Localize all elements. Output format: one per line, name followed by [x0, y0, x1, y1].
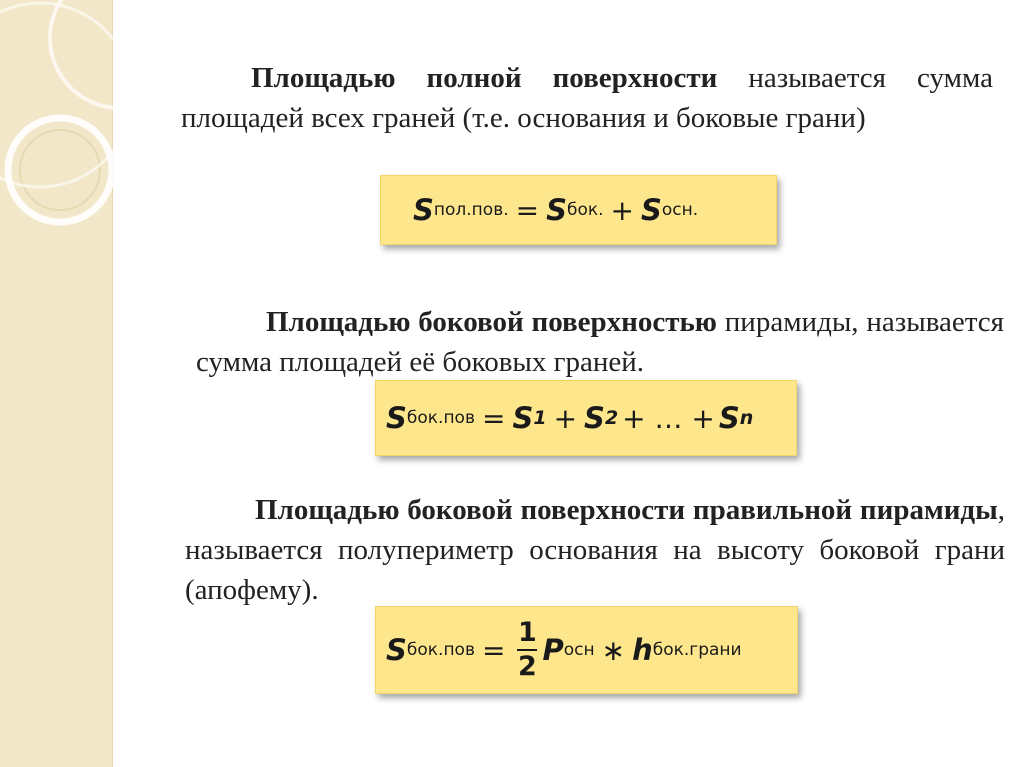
formula-operator: =: [515, 193, 540, 227]
formula-operator: +: [610, 193, 635, 227]
definition-term: Площадью боковой поверхности правильной пирамиды: [255, 494, 998, 526]
decorative-circles-icon: [0, 0, 140, 767]
formula-symbol: S: [584, 401, 605, 435]
formula-index: 1: [533, 407, 547, 429]
formula-symbol: S: [546, 193, 567, 227]
formula-ellipsis: + … +: [622, 401, 715, 435]
formula-index: 2: [604, 407, 619, 429]
formula-symbol: S: [641, 193, 662, 227]
formula-subscript: осн: [563, 640, 595, 660]
formula-operator: +: [553, 401, 578, 435]
fraction-denominator: 2: [518, 651, 537, 682]
formula-subscript: бок.: [566, 200, 604, 220]
formula-symbol: S: [386, 401, 407, 435]
formula-symbol: S: [413, 193, 434, 227]
definition-full-surface: [181, 58, 993, 138]
formula-subscript: бок.грани: [652, 640, 742, 660]
formula-fraction: [517, 618, 537, 682]
formula-subscript: бок.пов: [406, 408, 475, 428]
definition-text: , называется полупериметр основания на высоту боковой грани (апофему).: [185, 494, 1005, 606]
formula-subscript: осн.: [661, 200, 699, 220]
definition-term: Площадью боковой поверхностью: [266, 306, 717, 338]
definition-text: называется сумма площадей всех граней (т.е. основания и боковые грани): [181, 62, 993, 134]
definition-regular-pyramid: [185, 490, 1005, 610]
formula-index: n: [739, 407, 754, 429]
formula-symbol: S: [386, 633, 407, 667]
decorative-side-panel: [0, 0, 113, 767]
definition-term: Площадью полной поверхности: [251, 62, 718, 94]
formula-symbol: S: [718, 401, 740, 435]
definition-lateral-surface: [196, 302, 1004, 382]
formula-lateral-surface: [375, 380, 797, 456]
formula-subscript: бок.пов: [406, 640, 475, 660]
definition-text: пирамиды, называется сумма площадей её боковых граней.: [196, 306, 1004, 378]
formula-symbol: P: [542, 633, 564, 667]
formula-operator: =: [481, 401, 506, 435]
fraction-numerator: 1: [518, 617, 537, 648]
formula-operator: ∗: [601, 633, 626, 667]
formula-symbol: h: [632, 633, 653, 667]
formula-operator: =: [481, 633, 506, 667]
formula-subscript: пол.пов.: [433, 200, 509, 220]
formula-full-surface: [380, 175, 777, 245]
formula-symbol: S: [512, 401, 534, 435]
formula-regular-pyramid: [375, 606, 798, 694]
